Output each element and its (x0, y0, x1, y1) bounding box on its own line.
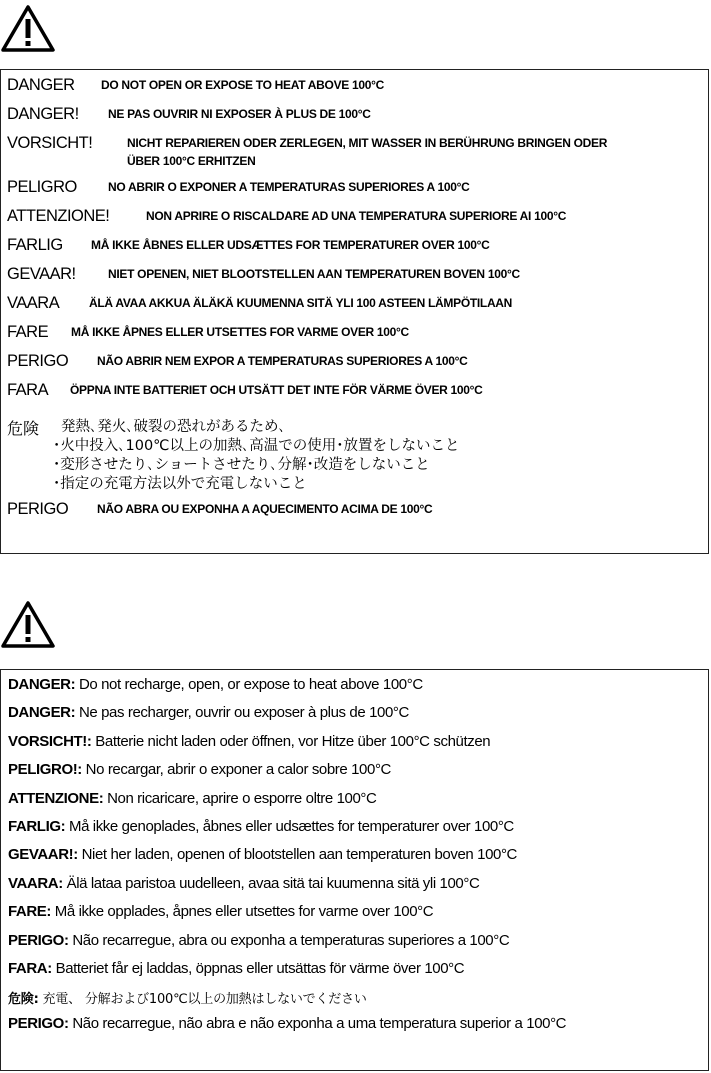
warning-text: Non ricaricare, aprire o esporre oltre 100°C (103, 789, 377, 807)
warning-label: ATTENZIONE! (7, 207, 110, 225)
warning-text: NIET OPENEN, NIET BLOOTSTELLEN AAN TEMPERATUREN BOVEN 100°C (108, 267, 520, 281)
warning-label: VORSICHT!: (8, 732, 92, 750)
warning-text: ÖPPNA INTE BATTERIET OCH UTSÄTT DET INTE FÖR VÄRME ÖVER 100°C (70, 383, 483, 397)
warning-text-japanese: 発熱､発火､破裂の恐れがあるため､ (61, 419, 286, 435)
warning-row (8, 932, 509, 949)
warning-label: PERIGO: (8, 1015, 69, 1032)
warning-label: PELIGRO (7, 178, 77, 196)
warning-text: Do not recharge, open, or expose to heat above 100°C (75, 676, 423, 693)
warning-text-japanese: ･指定の充電方法以外で充電しないこと (53, 476, 307, 492)
warning-triangle-icon (0, 4, 56, 54)
warning-label: PERIGO: (8, 931, 69, 949)
warning-row (8, 704, 409, 721)
warning-text: Må ikke genoplades, åbnes eller udsættes for temperaturer over 100°C (65, 818, 514, 835)
warning-row (8, 846, 517, 863)
warning-label: DANGER: (8, 676, 76, 693)
warning-label: FARE (7, 323, 49, 341)
warning-text: NICHT REPARIEREN ODER ZERLEGEN, MIT WASSER IN BERÜHRUNG BRINGEN ODER (127, 136, 608, 150)
warning-panel-recharge (0, 669, 709, 1071)
warning-label: 危険: (8, 992, 39, 1008)
warning-text: Må ikke opplades, åpnes eller utsettes for varme over 100°C (51, 903, 434, 921)
warning-row (8, 960, 464, 977)
warning-label: PERIGO (7, 500, 69, 518)
warning-text-japanese: ･火中投入､100℃以上の加熱､高温での使用･放置をしないこと (53, 438, 460, 454)
warning-label: DANGER! (7, 105, 79, 123)
warning-row (8, 903, 433, 920)
warning-label: FARA (7, 381, 49, 399)
warning-label: PELIGRO!: (8, 761, 82, 779)
warning-row (8, 790, 376, 807)
warning-text-japanese: ･変形させたり､ショートさせたり､分解･改造をしないこと (53, 457, 430, 473)
warning-label: VAARA: (8, 874, 63, 892)
warning-text: Batteriet får ej laddas, öppnas eller utsättas för värme över 100°C (51, 960, 465, 977)
warning-label: ATTENZIONE: (8, 789, 104, 807)
warning-text: NON APRIRE O RISCALDARE AD UNA TEMPERATURA SUPERIORE AI 100°C (146, 209, 567, 223)
warning-label: DANGER: (8, 704, 76, 722)
warning-text: MÅ IKKE ÅBNES ELLER UDSÆTTES FOR TEMPERATURER OVER 100°C (91, 238, 490, 252)
warning-text: Ne pas recharger, ouvrir ou exposer à plus de 100°C (75, 704, 409, 722)
warning-label: DANGER (7, 76, 75, 94)
warning-text: Não recarregue, abra ou exponha a temperaturas superiores a 100°C (68, 931, 510, 949)
warning-label: GEVAAR! (7, 265, 76, 283)
warning-label: FARA: (8, 960, 52, 977)
warning-text: ÄLÄ AVAA AKKUA ÄLÄKÄ KUUMENNA SITÄ YLI 100 ASTEEN LÄMPÖTILAAN (89, 296, 513, 310)
warning-label: VORSICHT! (7, 134, 93, 152)
warning-label: PERIGO (7, 352, 69, 370)
warning-text: DO NOT OPEN OR EXPOSE TO HEAT ABOVE 100°C (101, 78, 385, 92)
warning-triangle-icon (0, 600, 56, 650)
warning-text: Batterie nicht laden oder öffnen, vor Hitze über 100°C schützen (91, 732, 491, 750)
warning-text: Não recarregue, não abra e não exponha a uma temperatura superior a 100°C (68, 1015, 567, 1032)
warning-text: MÅ IKKE ÅPNES ELLER UTSETTES FOR VARME OVER 100°C (71, 325, 409, 339)
warning-text: NÃO ABRIR NEM EXPOR A TEMPERATURAS SUPERIORES A 100°C (97, 354, 468, 368)
warning-label: FARE: (8, 903, 52, 921)
warning-text: Älä lataa paristoa uudelleen, avaa sitä tai kuumenna sitä yli 100°C (62, 874, 480, 892)
warning-text: NE PAS OUVRIR NI EXPOSER À PLUS DE 100°C (108, 107, 371, 121)
warning-panel-short (0, 69, 709, 554)
warning-text: No recargar, abrir o exponer a calor sobre 100°C (81, 761, 391, 779)
warning-row (8, 676, 423, 693)
warning-row (8, 761, 391, 778)
warning-text: NO ABRIR O EXPONER A TEMPERATURAS SUPERIORES A 100°C (108, 180, 470, 194)
warning-row (8, 988, 367, 1007)
warning-text: NÃO ABRA OU EXPONHA A AQUECIMENTO ACIMA DE 100°C (97, 502, 433, 516)
warning-text: Niet her laden, openen of blootstellen aan temperaturen boven 100°C (77, 846, 517, 864)
warning-text: ÜBER 100°C ERHITZEN (127, 154, 256, 168)
warning-label: GEVAAR!: (8, 846, 78, 864)
warning-label-japanese: 危険 (7, 419, 40, 438)
warning-label: VAARA (7, 294, 60, 312)
warning-row (8, 875, 479, 892)
warning-row (8, 1015, 566, 1032)
warning-row (8, 733, 490, 750)
warning-text: 充電、 分解および100℃以上の加熱はしないでください (38, 992, 367, 1008)
warning-row (8, 818, 514, 835)
warning-label: FARLIG: (8, 818, 66, 835)
warning-label: FARLIG (7, 236, 63, 254)
